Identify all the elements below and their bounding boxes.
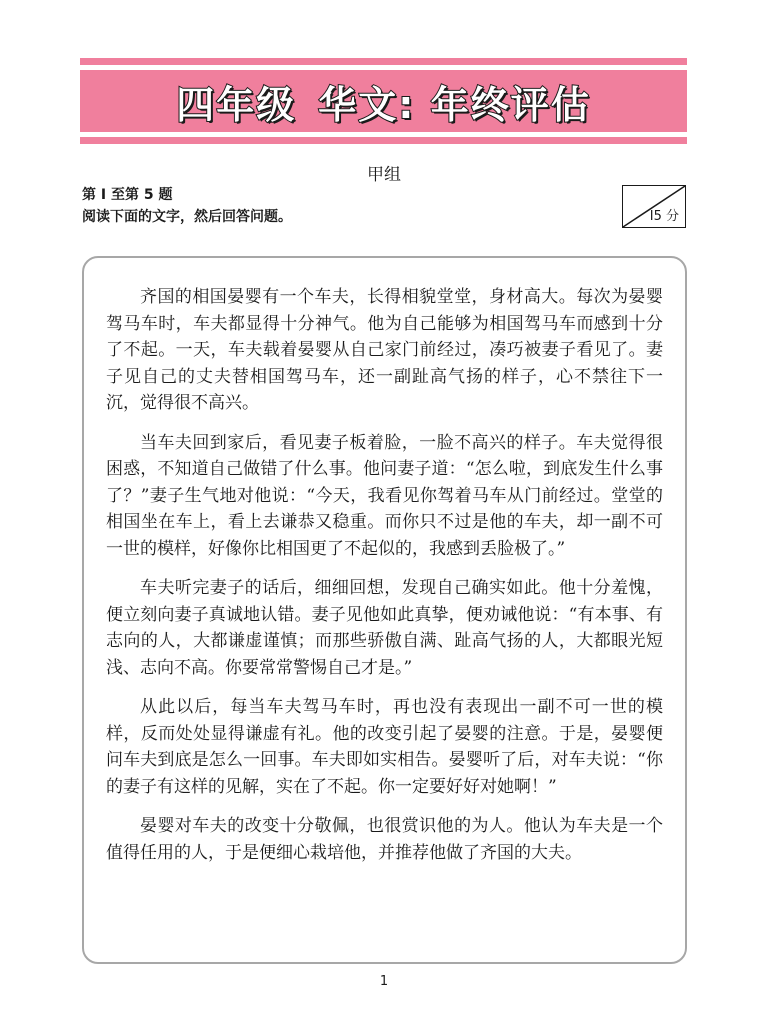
passage-paragraph: 当车夫回到家后，看见妻子板着脸，一脸不高兴的样子。车夫觉得很困惑，不知道自己做错了什么事。他问妻子道：“怎么啦，到底发生什么事了？”妻子生气地对他说：“今天，我看见你驾着马车从门前经过。堂堂的相国坐在车上，看上去谦恭又稳重。而你只不过是他的车夫，却一副不可一世的模样，好像你比相国更了不起似的，我感到丢脸极了。” bbox=[106, 432, 663, 559]
page-title bbox=[176, 74, 590, 129]
passage-paragraph: 晏婴对车夫的改变十分敬佩，也很赏识他的为人。他认为车夫是一个值得任用的人，于是便细心栽培他，并推荐他做了齐国的大夫。 bbox=[106, 816, 663, 863]
score-value: I5 分 bbox=[649, 209, 679, 224]
banner-band bbox=[80, 70, 687, 132]
grade-label: 四年级 bbox=[176, 82, 297, 127]
question-range: 第 I 至第 5 题 bbox=[82, 187, 173, 203]
passage-box bbox=[82, 256, 687, 964]
passage-paragraph: 齐国的相国晏婴有一个车夫，长得相貌堂堂，身材高大。每次为晏婴驾马车时，车夫都显得十分神气。他为自己能够为相国驾马车而感到十分了不起。一天，车夫载着晏婴从自己家门前经过，凑巧被妻子看见了。妻子见自己的丈夫替相国驾马车，还一副趾高气扬的样子，心不禁往下一沉，觉得很不高兴。 bbox=[106, 287, 663, 413]
subject-title: 华文: 年终评估 bbox=[318, 82, 591, 127]
page-number: 1 bbox=[379, 974, 389, 989]
section-label: 甲组 bbox=[367, 165, 401, 185]
score-box bbox=[622, 185, 686, 228]
passage-paragraph: 从此以后，每当车夫驾马车时，再也没有表现出一副不可一世的模样，反而处处显得谦虚有礼。他的改变引起了晏婴的注意。于是，晏婴便问车夫到底是怎么一回事。车夫即如实相告。晏婴听了后，对车夫说：“你的妻子有这样的见解，实在了不起。你一定要好好对她啊！” bbox=[106, 697, 663, 797]
banner-stripe-bottom bbox=[80, 137, 687, 144]
instruction-text: 阅读下面的文字，然后回答问题。 bbox=[82, 209, 292, 225]
title-banner bbox=[80, 58, 687, 144]
banner-stripe-top bbox=[80, 58, 687, 65]
passage-paragraph: 车夫听完妻子的话后，细细回想，发现自己确实如此。他十分羞愧，便立刻向妻子真诚地认错。妻子见他如此真挚，便劝诫他说：“有本事、有志向的人，大都谦虚谨慎；而那些骄傲自满、趾高气扬的人，大都眼光短浅、志向不高。你要常常警惕自己才是。” bbox=[106, 578, 663, 678]
